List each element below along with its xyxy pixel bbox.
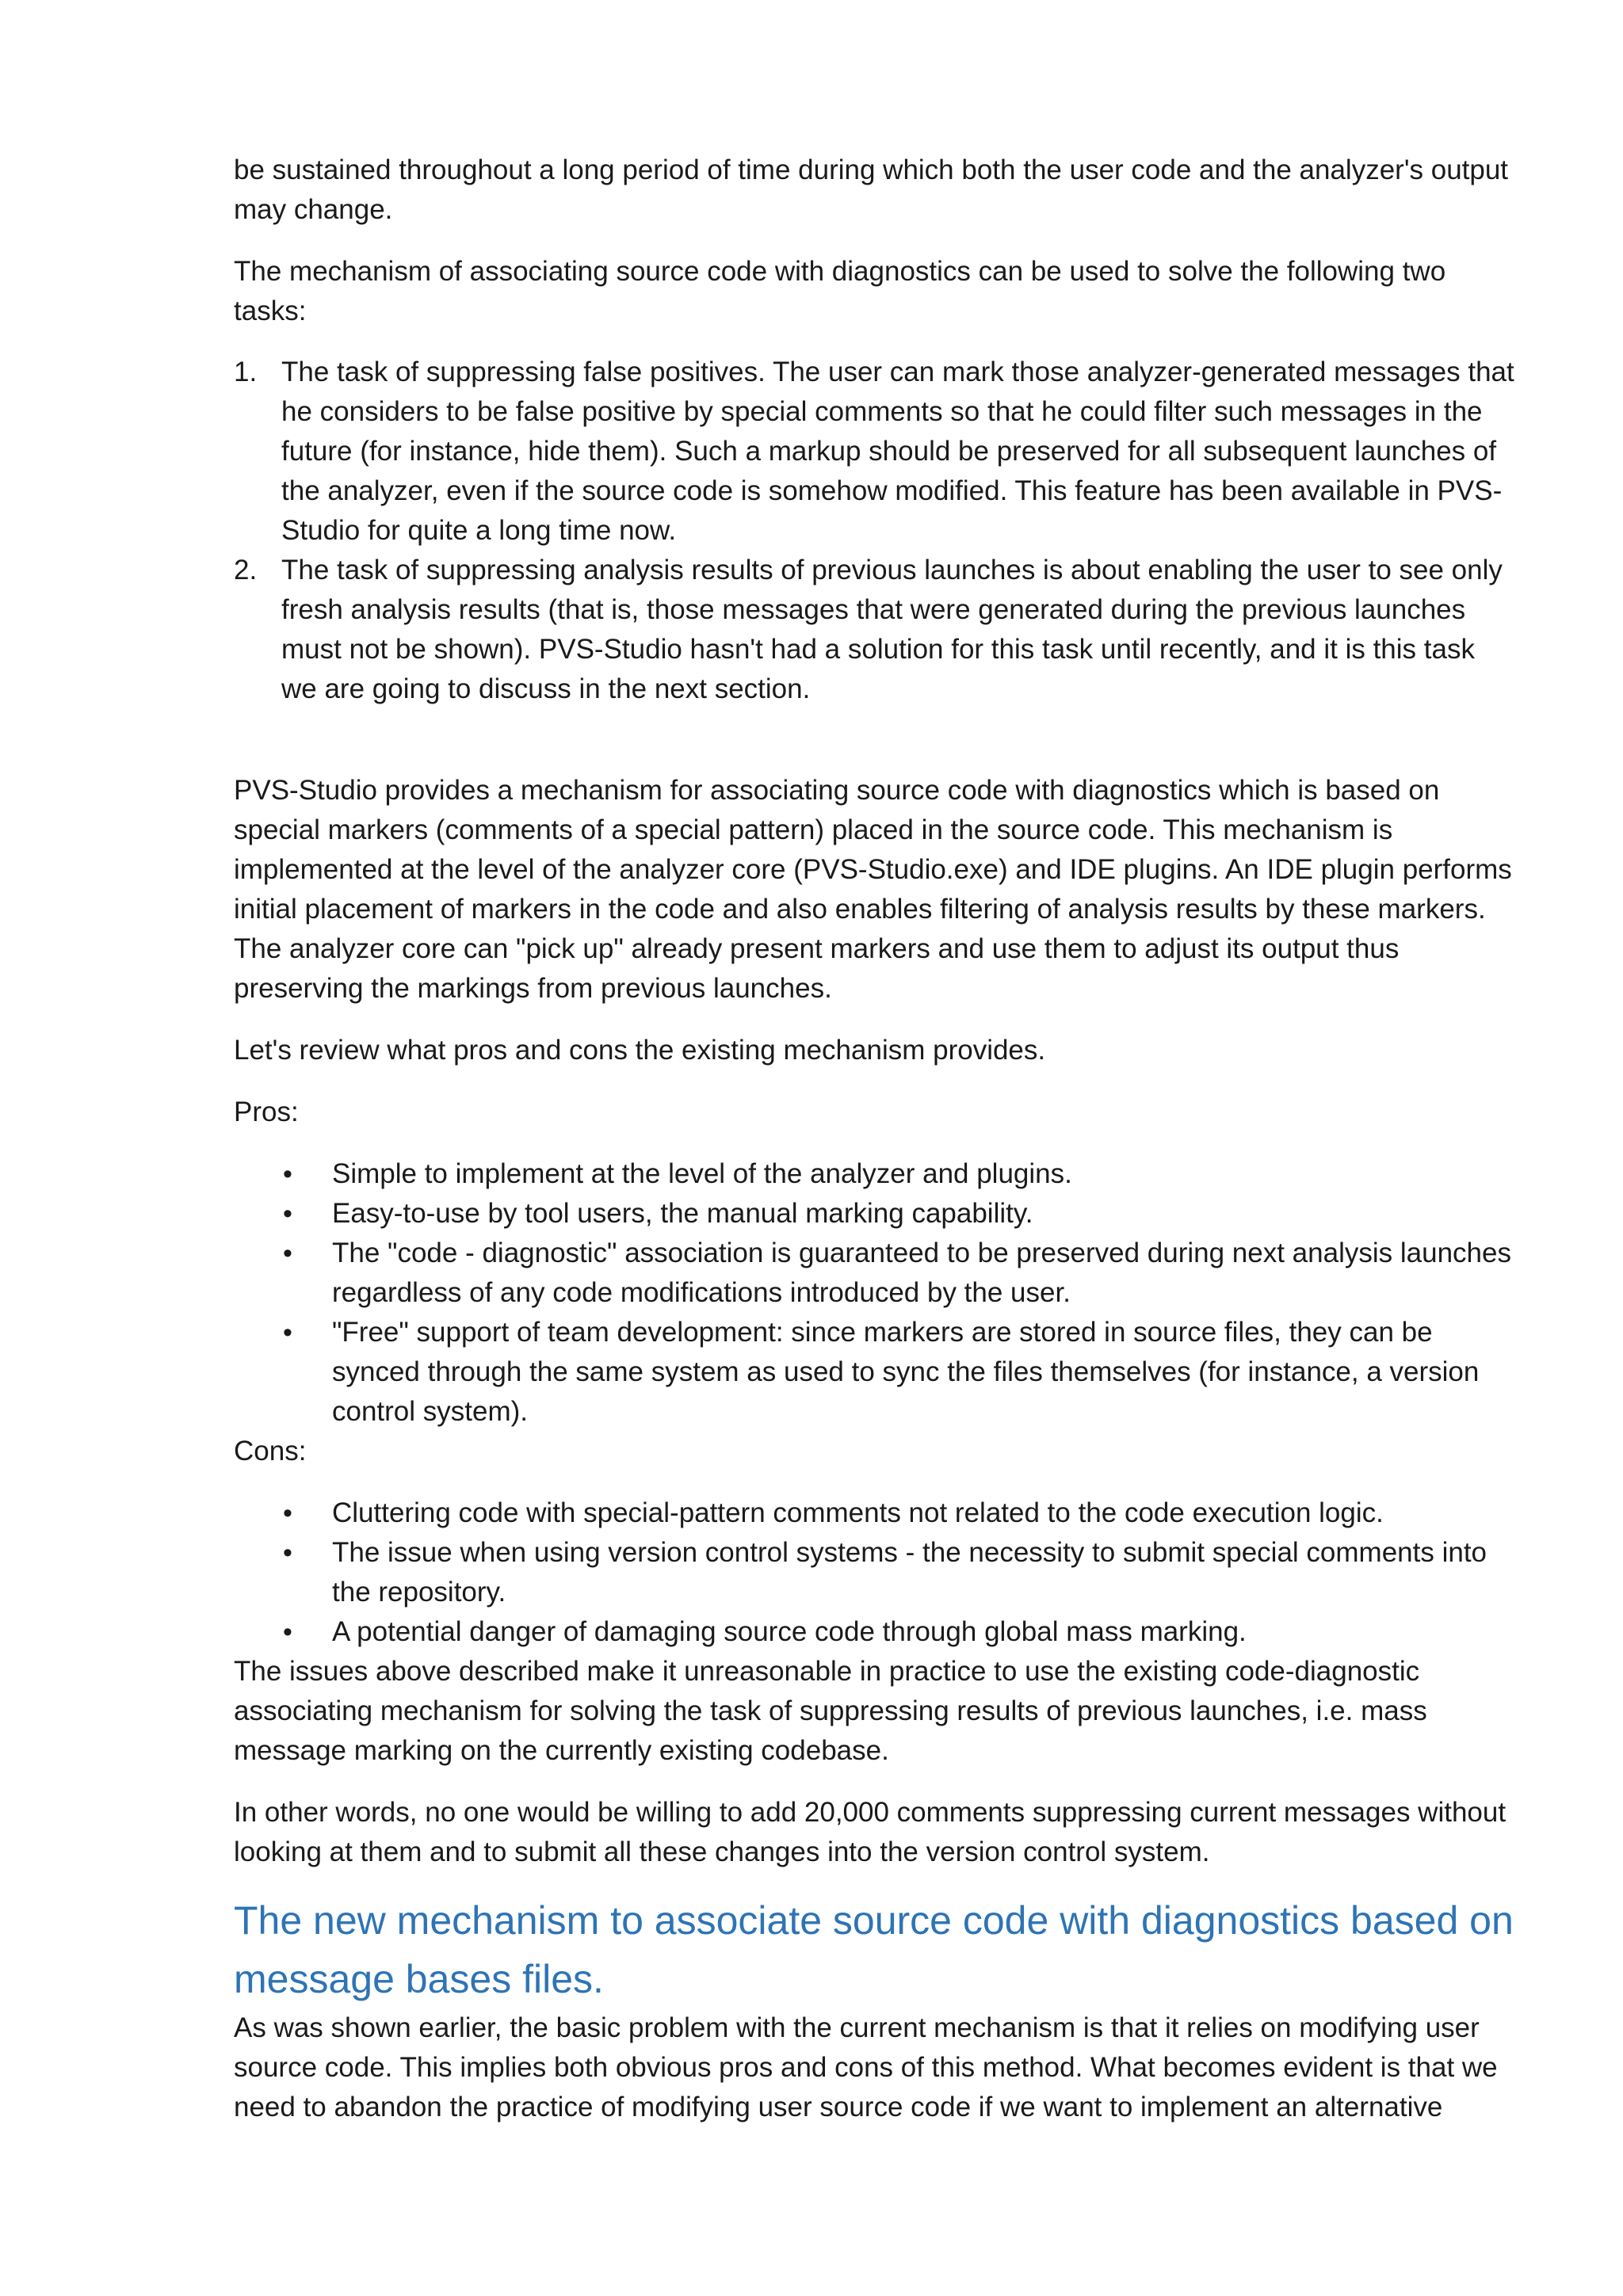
cons-label: Cons: (234, 1436, 307, 1466)
bullet-icon: • (283, 1199, 292, 1229)
section-heading-wrap (234, 1891, 1518, 2008)
list-item (234, 1612, 1518, 1652)
list-item (234, 353, 1518, 551)
list-item-text: Simple to implement at the level of the analyzer and plugins. (332, 1158, 1072, 1189)
tasks-list (234, 353, 1518, 709)
list-item-text: Easy-to-use by tool users, the manual marking capability. (332, 1198, 1033, 1229)
cons-list (234, 1493, 1518, 1652)
list-item-text: Cluttering code with special-pattern comments not related to the code execution logic. (332, 1497, 1384, 1528)
paragraph-review: Let's review what pros and cons the existing mechanism provides. (234, 1035, 1046, 1066)
list-item (234, 1533, 1518, 1612)
paragraph-tasks-lead: The mechanism of associating source code with diagnostics can be used to solve the following two tasks: (234, 256, 1446, 326)
paragraph-other-words: In other words, no one would be willing to add 20,000 comments suppressing current messages without looking at them and to submit all these changes into the version control system. (234, 1797, 1507, 1867)
pros-list (234, 1154, 1518, 1432)
section-heading: The new mechanism to associate source code with diagnostics based on message bases files. (234, 1898, 1514, 2001)
list-item (234, 1493, 1518, 1533)
document-page (234, 151, 1518, 2127)
bullet-icon: • (283, 1617, 292, 1647)
bullet-icon: • (283, 1238, 292, 1268)
list-item (234, 1234, 1518, 1313)
list-number: 2. (234, 555, 258, 585)
list-item-text: The task of suppressing analysis results of previous launches is about enabling the user to see only fresh analysis results (that is, those messages that were generated during the previous launches must not be shown). PVS-Studio hasn't had a solution for this task until recently, and it is this task we are going to discuss in the next section. (281, 555, 1503, 704)
list-item (234, 1194, 1518, 1234)
paragraph-mechanism: PVS-Studio provides a mechanism for associating source code with diagnostics which is based on special markers (comments of a special pattern) placed in the source code. This mechanism is implemented at the level of the analyzer core (PVS-Studio.exe) and IDE plugins. An IDE plugin performs initial placement of markers in the code and also enables filtering of analysis results by these markers. The analyzer core can "pick up" already present markers and use them to adjust its output thus preserving the markings from previous launches. (234, 775, 1512, 1004)
list-item-text: The issue when using version control systems - the necessity to submit special comments into the repository. (332, 1537, 1487, 1608)
list-number: 1. (234, 357, 258, 387)
list-item (234, 551, 1518, 709)
list-item (234, 1313, 1518, 1432)
bullet-icon: • (283, 1538, 292, 1568)
paragraph-intro: be sustained throughout a long period of time during which both the user code and the analyzer's output may change. (234, 154, 1509, 225)
paragraph-issues: The issues above described make it unreasonable in practice to use the existing code-diagnostic associating mechanism for solving the task of suppressing results of previous launches, i.e. mass message marking on the currently existing codebase. (234, 1656, 1427, 1766)
list-item-text: "Free" support of team development: since markers are stored in source files, they can be synced through the same system as used to sync the files themselves (for instance, a version control system). (332, 1317, 1480, 1427)
paragraph-new-mechanism: As was shown earlier, the basic problem with the current mechanism is that it relies on modifying user source code. This implies both obvious pros and cons of this method. What becomes evident is that we need to abandon the practice of modifying user source code if we want to implement an alternative (234, 2012, 1498, 2122)
bullet-icon: • (283, 1318, 292, 1348)
list-item (234, 1154, 1518, 1194)
list-item-text: The task of suppressing false positives. The user can mark those analyzer-generated messages that he considers to be false positive by special comments so that he could filter such messages in the future (for instance, hide them). Such a markup should be preserved for all subsequent launches of the analyzer, even if the source code is somehow modified. This feature has been available in PVS-Studio for quite a long time now. (281, 357, 1514, 546)
pros-label: Pros: (234, 1097, 299, 1127)
bullet-icon: • (283, 1498, 292, 1528)
list-item-text: The "code - diagnostic" association is guaranteed to be preserved during next analysis launches regardless of any code modifications introduced by the user. (332, 1238, 1511, 1308)
bullet-icon: • (283, 1159, 292, 1189)
list-item-text: A potential danger of damaging source code through global mass marking. (332, 1616, 1247, 1647)
